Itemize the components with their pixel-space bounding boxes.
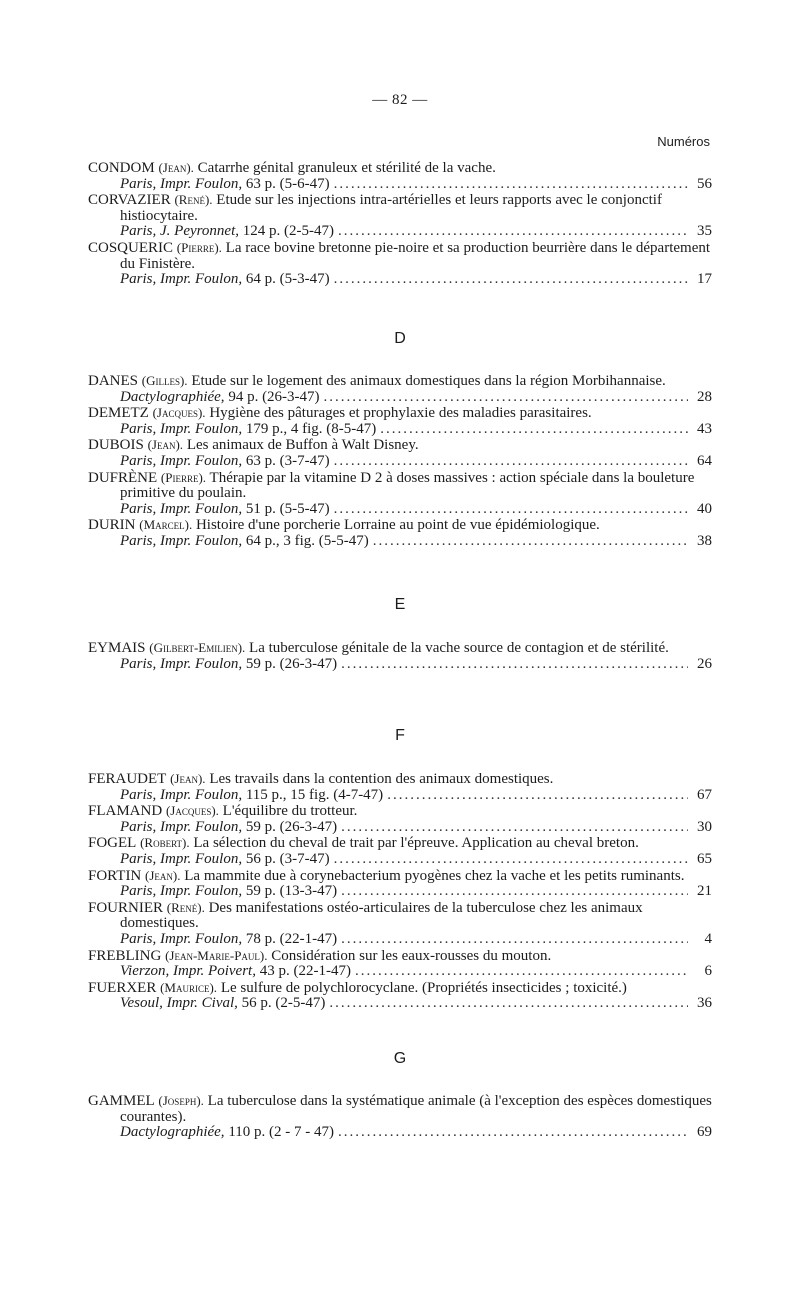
author-last-name: EYMAIS (88, 640, 146, 656)
list-item (88, 803, 712, 835)
entry-details: 43 p. (22-1-47) (259, 963, 351, 980)
entry-number: 30 (697, 818, 712, 835)
entry-publisher: Vesoul, Impr. Cival, (120, 995, 238, 1012)
section-heading-g: G (393, 1050, 407, 1067)
entry-details: 56 p. (3-7-47) (245, 850, 330, 867)
dot-leader (338, 224, 688, 240)
entry-details: 63 p. (5-6-47) (245, 175, 330, 192)
author-last-name: DUFRÈNE (88, 469, 158, 486)
author-last-name: DANES (88, 373, 139, 389)
entry-title: La race bovine bretonne pie-noire et sa production beurrière dans le département du Finistère. (120, 239, 711, 272)
dot-leader (380, 422, 688, 438)
entry-number: 43 (697, 420, 712, 437)
entry-publisher: Paris, Impr. Foulon, (120, 850, 243, 867)
author-last-name: DEMETZ (88, 405, 149, 422)
entry-title: L'équilibre du trotteur. (222, 803, 358, 820)
entry-number: 28 (697, 388, 712, 405)
dot-leader (341, 932, 688, 948)
entry-details: 64 p., 3 fig. (5-5-47) (245, 532, 369, 549)
entry-details: 124 p. (2-5-47) (242, 223, 334, 240)
section-d-entries (88, 373, 712, 550)
author-last-name: FOURNIER (88, 899, 164, 916)
author-last-name: DUBOIS (88, 437, 144, 454)
entry-publisher: Paris, Impr. Foulon, (120, 420, 243, 437)
author-last-name: CONDOM (88, 160, 155, 176)
entry-title: Des manifestations ostéo-articulaires de la tuberculose chez les animaux domestiques. (120, 899, 643, 932)
author-first-name: (Joseph). (158, 1093, 204, 1108)
entry-details: 179 p., 4 fig. (8-5-47) (245, 420, 377, 437)
list-item (88, 771, 712, 803)
author-first-name: (René). (174, 192, 213, 208)
list-item (88, 470, 712, 518)
author-first-name: (Gilbert-Emilien). (149, 640, 246, 655)
entry-publisher: Vierzon, Impr. Poivert, (120, 963, 256, 980)
dot-leader (341, 657, 688, 673)
dot-leader (373, 534, 688, 550)
author-first-name: (Jean). (170, 771, 206, 786)
entry-title: La tuberculose dans la systématique animale (à l'exception des espèces domestiques courantes). (120, 1093, 712, 1125)
section-heading-e: E (394, 596, 406, 613)
entry-publisher: Paris, Impr. Foulon, (120, 175, 243, 192)
author-last-name: DURIN (88, 517, 136, 534)
author-last-name: FORTIN (88, 867, 142, 884)
section-c-entries (88, 160, 712, 288)
author-last-name: COSQUERIC (88, 239, 174, 256)
author-first-name: (Jean). (145, 867, 181, 883)
entry-details: 64 p. (5-3-47) (245, 271, 330, 288)
entry-details: 56 p. (2-5-47) (241, 995, 326, 1012)
author-last-name: FREBLING (88, 947, 162, 964)
dot-leader (334, 272, 688, 288)
entry-number: 64 (697, 452, 712, 469)
entry-publisher: Paris, Impr. Foulon, (120, 500, 243, 517)
entry-publisher: Dactylographiée, (120, 1124, 225, 1141)
entry-title: Etude sur les injections intra-artérielles et leurs rapports avec le conjonctif histiocytaire. (120, 192, 662, 224)
author-last-name: FLAMAND (88, 803, 163, 820)
dot-leader (341, 820, 688, 836)
list-item (88, 980, 712, 1012)
entry-number: 26 (697, 655, 712, 672)
dot-leader (334, 852, 688, 868)
entry-title: Le sulfure de polychlorocyclane. (Propriétés insecticides ; toxicité.) (220, 979, 627, 996)
entry-title: Thérapie par la vitamine D 2 à doses massives : action spéciale dans la bouleture primitive du poulain. (120, 469, 695, 502)
author-last-name: FERAUDET (88, 771, 167, 787)
author-last-name: CORVAZIER (88, 192, 171, 209)
entry-details: 51 p. (5-5-47) (245, 500, 330, 517)
author-first-name: (Jacques). (152, 405, 206, 421)
author-first-name: (René). (166, 899, 205, 915)
entry-number: 40 (697, 500, 712, 517)
list-item (88, 437, 712, 469)
page-number: — 82 — (372, 92, 428, 108)
author-first-name: (Gilles). (141, 373, 188, 388)
section-g-entries (88, 1093, 712, 1141)
author-first-name: (Jacques). (165, 803, 219, 819)
dot-leader (387, 788, 688, 804)
entry-number: 17 (697, 271, 712, 288)
entry-title: Etude sur le logement des animaux domestiques dans la région Morbihannaise. (191, 373, 666, 389)
entry-title: Les travails dans la contention des animaux domestiques. (209, 771, 554, 787)
list-item (88, 868, 712, 900)
list-item (88, 192, 712, 240)
author-first-name: (Pierre). (176, 239, 222, 255)
entry-details: 78 p. (22-1-47) (245, 930, 338, 947)
section-f-entries (88, 771, 712, 1012)
entry-number: 38 (697, 532, 712, 549)
dot-leader (334, 177, 688, 193)
list-item (88, 405, 712, 437)
author-last-name: GAMMEL (88, 1093, 155, 1109)
list-item (88, 240, 712, 288)
entry-title: La tuberculose génitale de la vache source de contagion et de stérilité. (249, 640, 669, 656)
author-first-name: (Jean). (158, 160, 194, 175)
list-item (88, 517, 712, 549)
entry-publisher: Paris, Impr. Foulon, (120, 818, 243, 835)
author-first-name: (Jean-Marie-Paul). (165, 947, 268, 963)
entry-title: Catarrhe génital granuleux et stérilité de la vache. (197, 160, 496, 176)
entry-details: 59 p. (26-3-47) (245, 655, 338, 672)
author-first-name: (Maurice). (160, 979, 218, 995)
entry-details: 59 p. (26-3-47) (245, 818, 338, 835)
entry-number: 69 (697, 1124, 712, 1141)
author-first-name: (Pierre). (160, 469, 207, 485)
list-item (88, 835, 712, 867)
list-item (88, 373, 712, 405)
entry-publisher: Paris, J. Peyronnet, (120, 223, 239, 240)
entry-details: 110 p. (2 - 7 - 47) (228, 1124, 334, 1141)
entry-publisher: Paris, Impr. Foulon, (120, 930, 243, 947)
dot-leader (341, 884, 688, 900)
entry-publisher: Paris, Impr. Foulon, (120, 452, 243, 469)
entry-publisher: Paris, Impr. Foulon, (120, 786, 243, 803)
entry-number: 65 (697, 850, 712, 867)
dot-leader (329, 996, 688, 1012)
entry-details: 115 p., 15 fig. (4-7-47) (245, 786, 384, 803)
dot-leader (338, 1125, 688, 1141)
numbers-column-header: Numéros (657, 134, 710, 149)
entry-title: Les animaux de Buffon à Walt Disney. (186, 437, 419, 454)
entry-number: 21 (697, 883, 712, 900)
list-item (88, 900, 712, 948)
dot-leader (334, 502, 688, 518)
author-last-name: FUERXER (88, 979, 157, 996)
entry-publisher: Paris, Impr. Foulon, (120, 271, 243, 288)
author-first-name: (Robert). (140, 835, 190, 851)
list-item (88, 160, 712, 192)
author-first-name: (Jean). (147, 437, 184, 453)
entry-publisher: Paris, Impr. Foulon, (120, 532, 243, 549)
entry-number: 67 (697, 786, 712, 803)
section-e-entries (88, 640, 712, 672)
entry-number: 4 (704, 930, 712, 947)
list-item (88, 948, 712, 980)
entry-title: Histoire d'une porcherie Lorraine au point de vue épidémiologique. (195, 517, 600, 534)
entry-number: 35 (697, 223, 712, 240)
entry-title: Considération sur les eaux-rousses du mouton. (271, 947, 552, 964)
entry-publisher: Paris, Impr. Foulon, (120, 883, 243, 900)
dot-leader (334, 454, 688, 470)
entry-details: 63 p. (3-7-47) (245, 452, 330, 469)
author-first-name: (Marcel). (139, 517, 193, 533)
list-item (88, 1093, 712, 1141)
author-last-name: FOGEL (88, 835, 137, 852)
list-item (88, 640, 712, 672)
dot-leader (324, 390, 688, 406)
entry-number: 6 (704, 963, 712, 980)
entry-details: 59 p. (13-3-47) (245, 883, 338, 900)
section-heading-f: F (395, 727, 405, 744)
dot-leader (355, 964, 688, 980)
entry-publisher: Dactylographiée, (120, 388, 225, 405)
entry-publisher: Paris, Impr. Foulon, (120, 655, 243, 672)
entry-title: Hygiène des pâturages et prophylaxie des maladies parasitaires. (209, 405, 592, 422)
section-heading-d: D (394, 330, 406, 347)
entry-title: La mammite due à corynebacterium pyogènes chez la vache et les petits ruminants. (184, 867, 685, 884)
entry-number: 36 (697, 995, 712, 1012)
entry-details: 94 p. (26-3-47) (228, 388, 320, 405)
entry-title: La sélection du cheval de trait par l'épreuve. Application au cheval breton. (193, 835, 639, 852)
entry-number: 56 (697, 175, 712, 192)
